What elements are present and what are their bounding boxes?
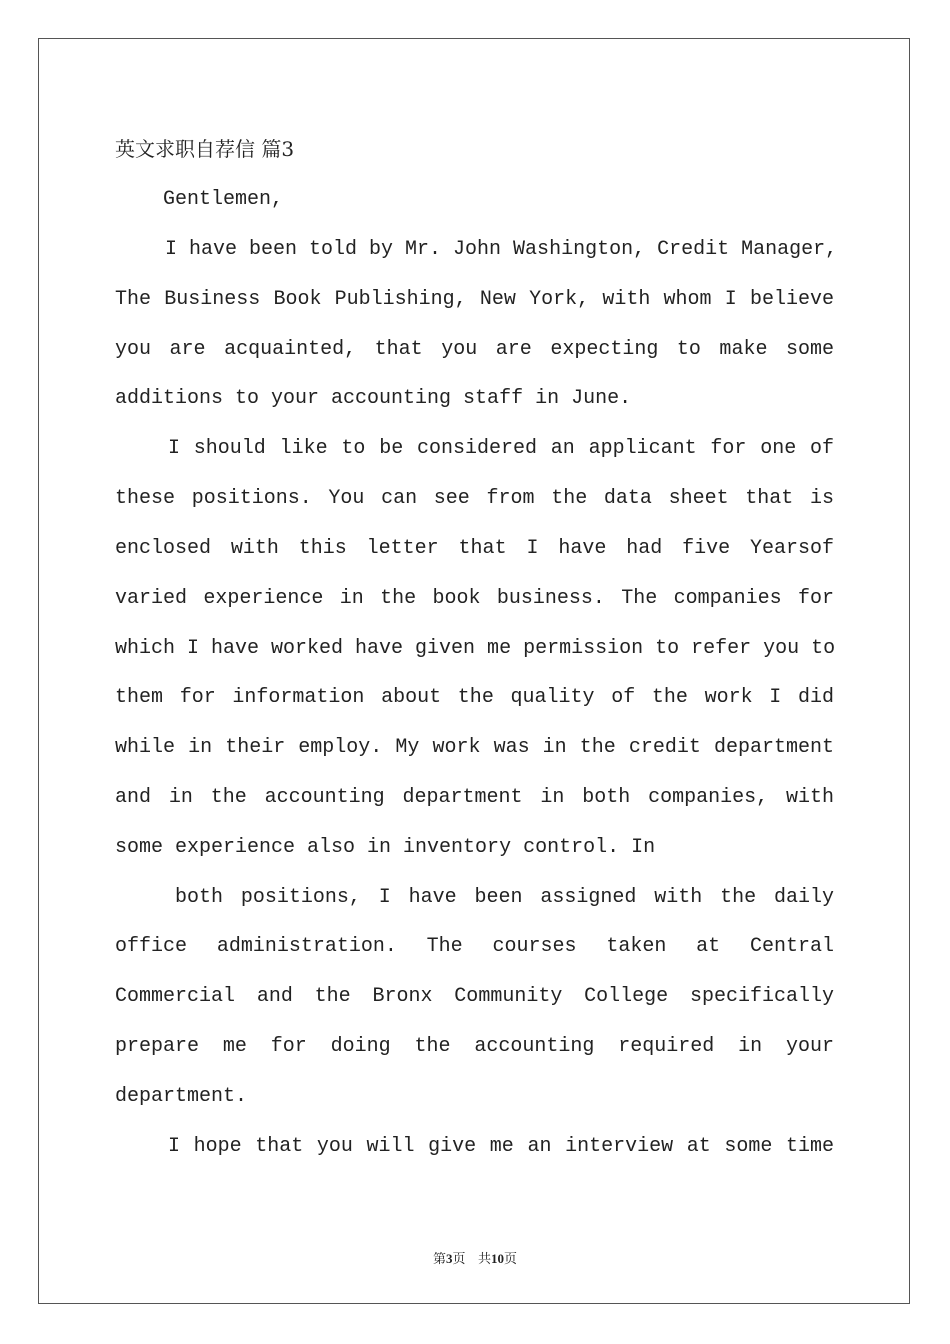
paragraph-line: varied experience in the book business. The companies for <box>115 587 834 610</box>
paragraph-line: enclosed with this letter that I have had five Yearsof <box>115 537 834 560</box>
paragraph-line: I hope that you will give me an interview at some time <box>168 1135 834 1158</box>
page-footer <box>0 1248 950 1267</box>
paragraph-line: department. <box>115 1085 248 1108</box>
total-suffix: 页 <box>503 1252 517 1267</box>
page-suffix: 页 <box>452 1252 466 1267</box>
paragraph-line: them for information about the quality of the work I did <box>115 686 834 709</box>
page-prefix: 第 <box>433 1252 447 1267</box>
paragraph-line: Commercial and the Bronx Community College specifically <box>115 985 834 1008</box>
salutation: Gentlemen, <box>163 188 284 211</box>
total-pages: 10 <box>490 1251 504 1266</box>
paragraph-line: I should like to be considered an applicant for one of <box>168 437 834 460</box>
paragraph-line: both positions, I have been assigned with the daily <box>175 886 834 909</box>
paragraph-line: you are acquainted, that you are expecting to make some <box>115 338 834 361</box>
document-title: 英文求职自荐信 篇3 <box>115 137 295 161</box>
paragraph-line: some experience also in inventory control. In <box>115 836 656 859</box>
page-border <box>38 38 910 1304</box>
paragraph-line: while in their employ. My work was in the credit department <box>115 736 834 759</box>
page-number: 3 <box>446 1251 453 1266</box>
total-prefix: 共 <box>477 1252 491 1267</box>
paragraph-line: which I have worked have given me permission to refer you to <box>115 637 836 660</box>
paragraph-line: The Business Book Publishing, New York, with whom I believe <box>115 288 834 311</box>
paragraph-line: I have been told by Mr. John Washington, Credit Manager, <box>165 238 838 261</box>
paragraph-line: these positions. You can see from the data sheet that is <box>115 487 834 510</box>
paragraph-line: and in the accounting department in both companies, with <box>115 786 834 809</box>
paragraph-line: additions to your accounting staff in June. <box>115 387 632 410</box>
paragraph-line: prepare me for doing the accounting required in your <box>115 1035 834 1058</box>
paragraph-line: office administration. The courses taken at Central <box>115 935 834 958</box>
